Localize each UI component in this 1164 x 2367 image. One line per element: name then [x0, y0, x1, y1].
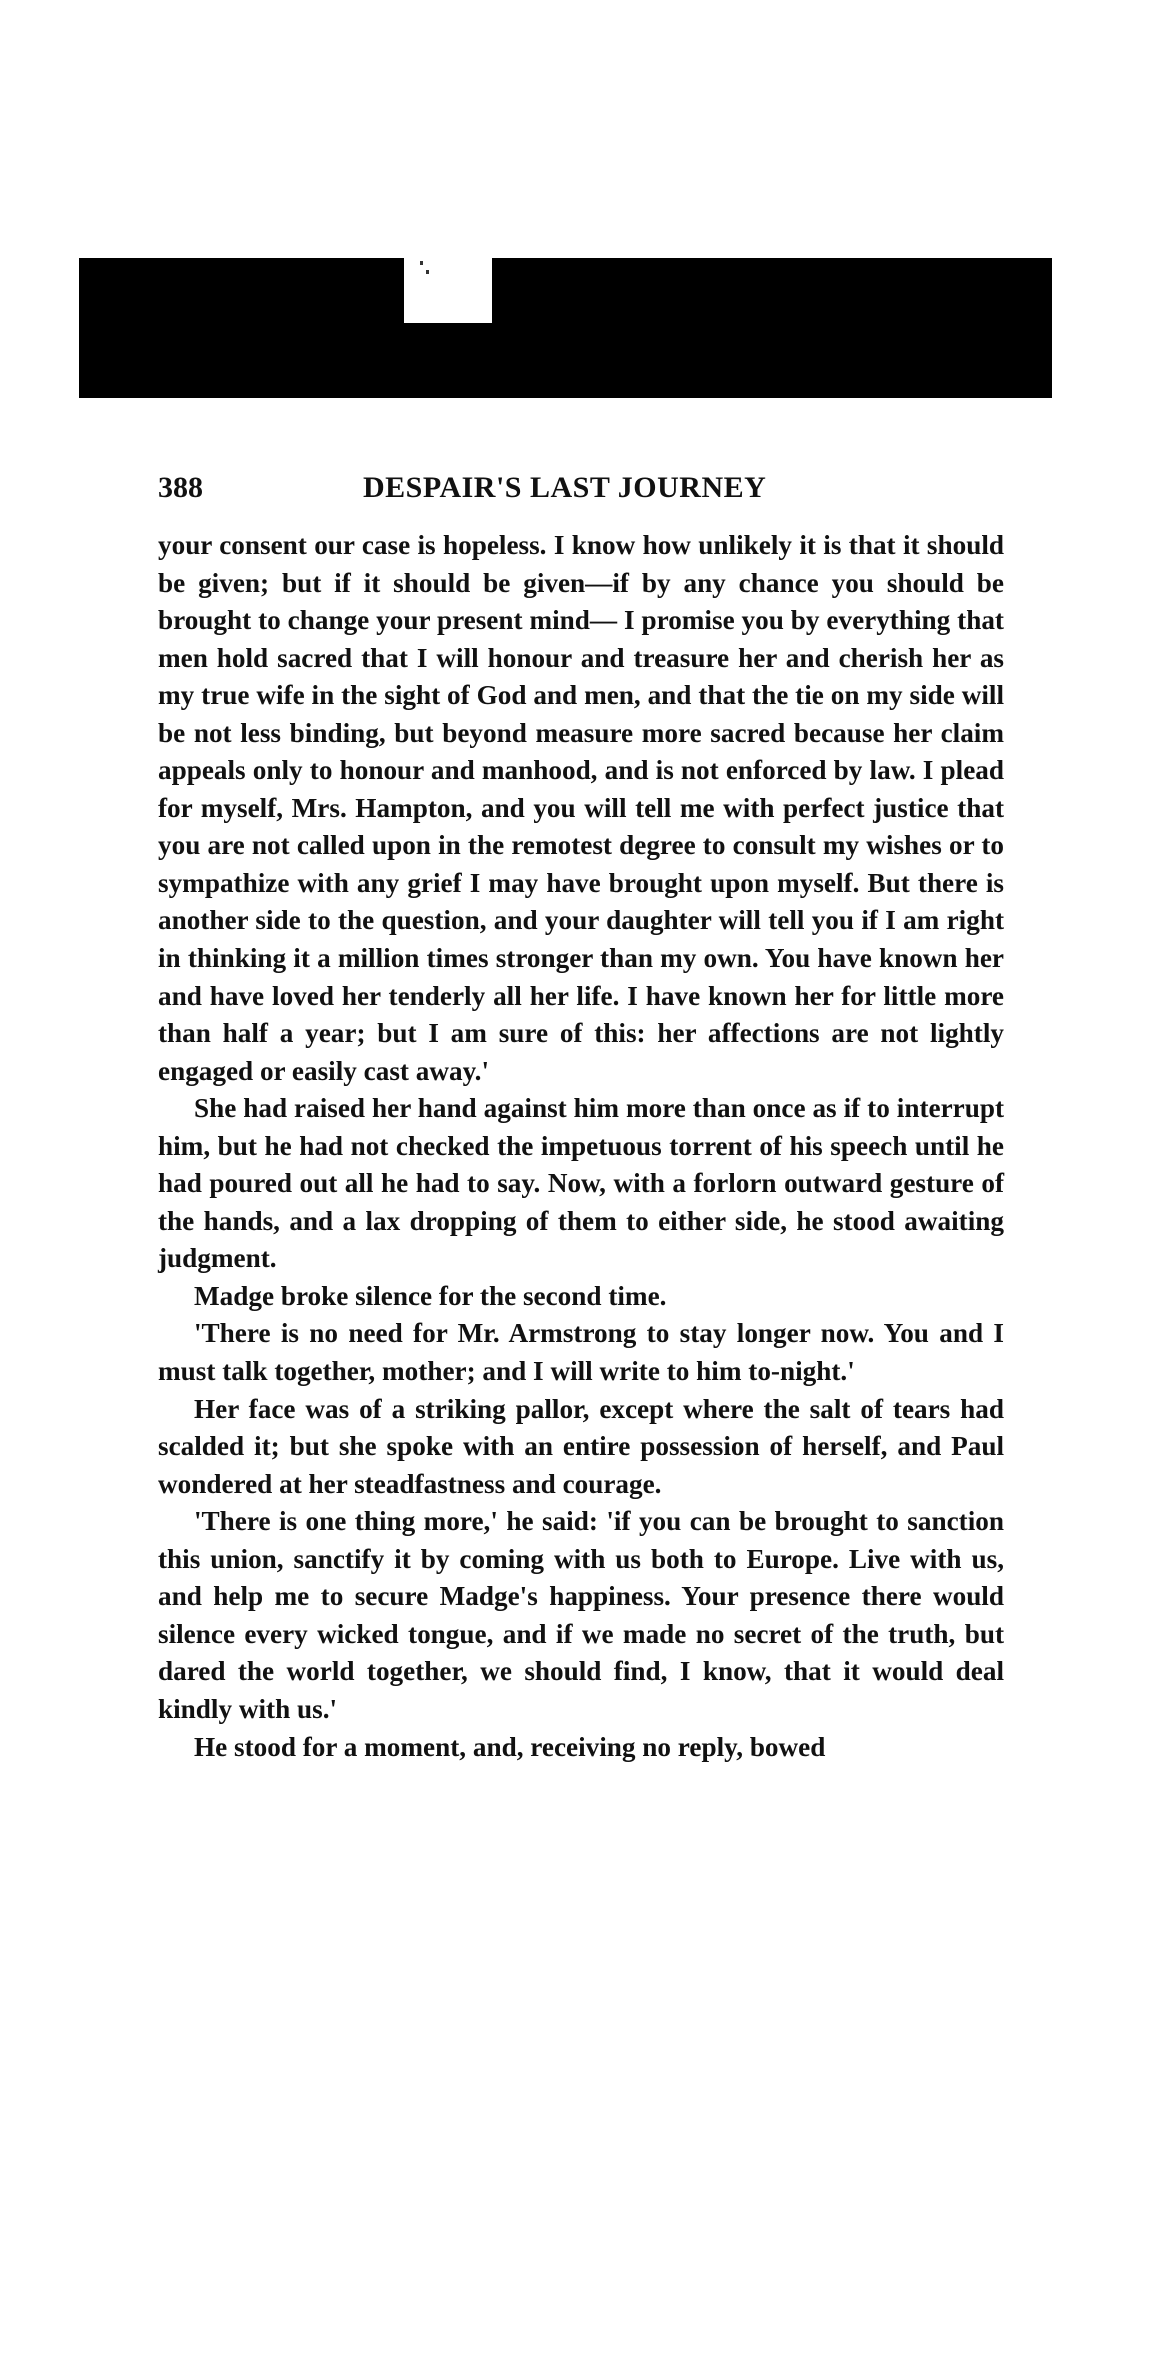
paragraph: She had raised her hand against him more than once as if to interrupt him, but he had not checked the impetuous torrent of his speech until he had poured out all he had to say. Now, with a forlorn outward gesture of the hands, and a lax dropping of them to either side, he stood awaiting judgment.: [158, 1093, 1004, 1274]
redaction-notch: [404, 258, 492, 323]
paragraph: Her face was of a striking pallor, except where the salt of tears had scalded it; but she spoke with an entire possession of herself, and Paul wondered at her steadfastness and courage.: [158, 1393, 1004, 1499]
paragraph: Madge broke silence for the second time.: [194, 1280, 667, 1311]
paragraph: 'There is no need for Mr. Armstrong to stay longer now. You and I must talk together, mother; and I will write to him to-night.': [158, 1318, 1004, 1387]
page-number: 388: [158, 471, 203, 504]
running-title: DESPAIR'S LAST JOURNEY: [363, 471, 767, 504]
paragraph: He stood for a moment, and, receiving no reply, bowed: [194, 1731, 826, 1762]
paragraph: 'There is one thing more,' he said: 'if you can be brought to sanction this union, sanctify it by coming with us both to Europe. Live with us, and help me to secure Madge's happiness. Your presence there would silence every wicked tongue, and if we made no secret of the truth, but dared the world together, we should find, I know, that it would deal kindly with us.': [158, 1506, 1004, 1724]
notch-speck: [420, 261, 423, 265]
redaction-bar: [79, 258, 1052, 398]
paragraph-continued: your consent our case is hopeless. I know how unlikely it is that it should be given; but if it should be given—if by any chance you should be brought to change your present mind— I promise you by everything that men hold sacred that I will honour and treasure her and cherish her as my true wife in the sight of God and men, and that the tie on my side will be not less binding, but beyond measure more sacred because her claim appeals only to honour and manhood, and is not enforced by law. I plead for myself, Mrs. Hampton, and you will tell me with perfect justice that you are not called upon in the remotest degree to consult my wishes or to sympathize with any grief I may have brought upon myself. But there is another side to the question, and your daughter will tell you if I am right in thinking it a million times stronger than my own. You have known her and have loved her tenderly all her life. I have known her for little more than half a year; but I am sure of this: her affections are not lightly engaged or easily cast away.': [158, 530, 1004, 1086]
body-text: [158, 527, 1004, 1766]
notch-speck: [426, 270, 429, 274]
running-head: [158, 466, 1004, 510]
